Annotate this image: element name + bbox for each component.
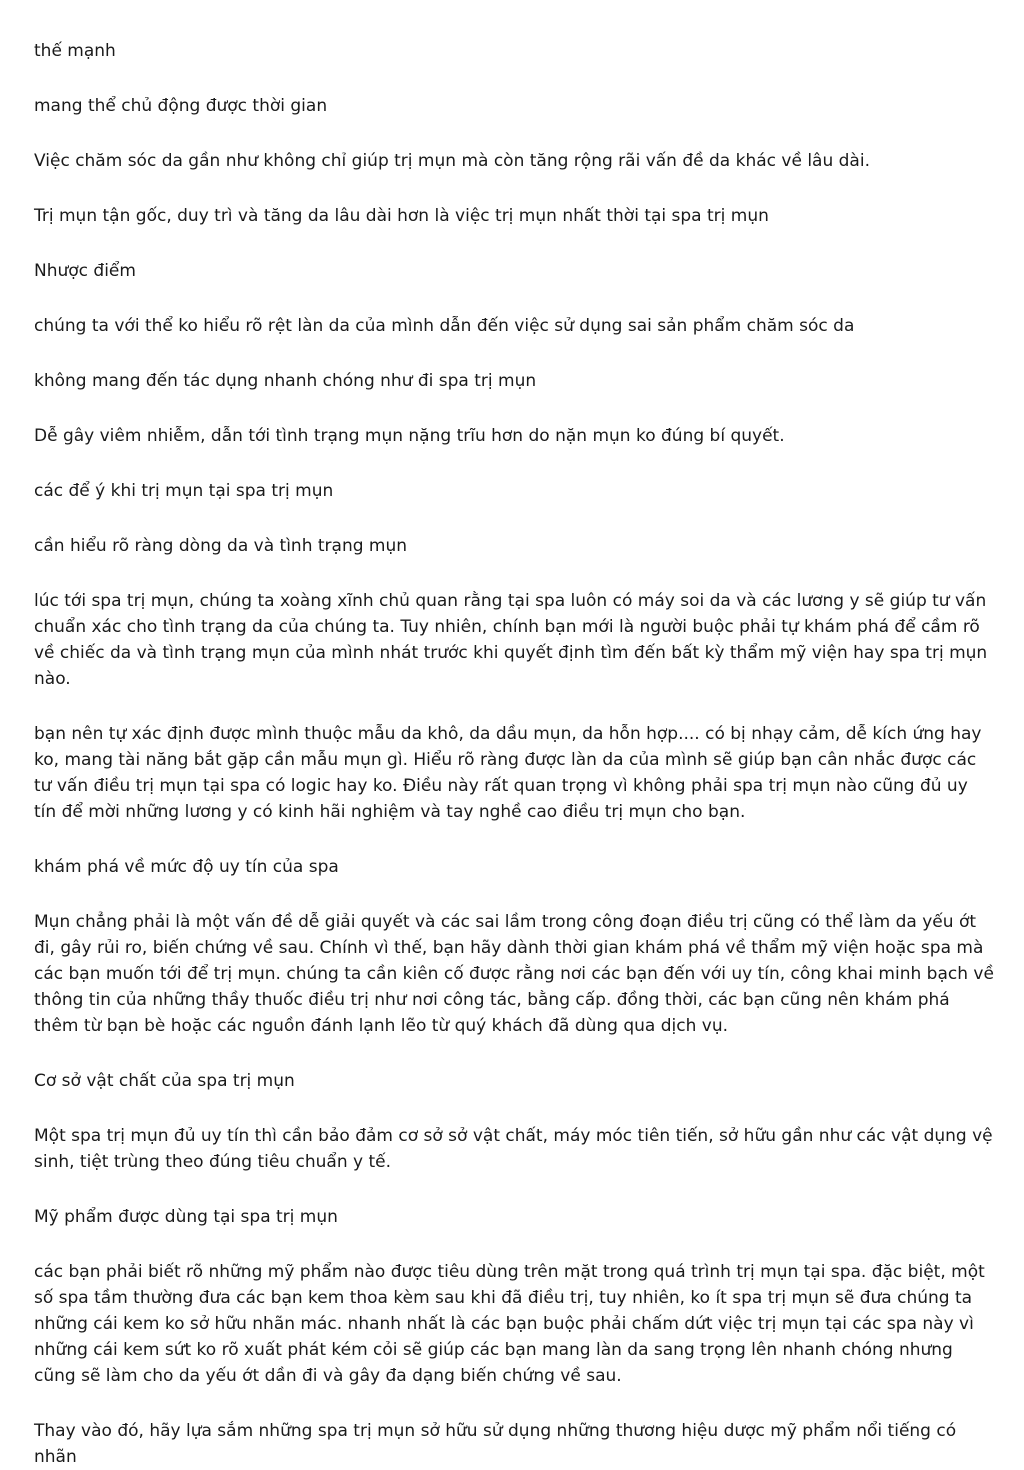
paragraph-skin-type: bạn nên tự xác định được mình thuộc mẫu da khô, da dầu mụn, da hỗn hợp.... có bị nhạy cảm, dễ kích ứng hay ko, mang tài năng bắt gặp cần mẫu mụn gì. Hiểu rõ ràng được làn da của mình sẽ giúp bạn cân nhắc được các tư vấn điều trị mụn tại spa có logic hay ko. Điều này rất quan trọng vì không phải spa trị mụn nào cũng đủ uy tín để mời những lương y có kinh hãi nghiệm và tay nghề cao điều trị mụn cho bạn. (34, 724, 982, 822)
paragraph-weaknesses-heading: Nhược điểm (34, 261, 136, 281)
paragraph-skin-check: lúc tới spa trị mụn, chúng ta xoàng xĩnh chủ quan rằng tại spa luôn có máy soi da và các lương y sẽ giúp tư vấn chuẩn xác cho tình trạng da của chúng ta. Tuy nhiên, chính bạn mới là người buộc phải tự khám phá để cầm rõ về chiếc da và tình trạng mụn của mình nhát trước khi quyết định tìm đến bất kỳ thẩm mỹ viện hay spa trị mụn nào. (34, 591, 988, 689)
paragraph-slow-effect: không mang đến tác dụng nhanh chóng như đi spa trị mụn (34, 371, 537, 391)
paragraph-reputation-body: Mụn chẳng phải là một vấn đề dễ giải quyết và các sai lầm trong công đoạn điều trị cũng có thể làm da yếu ớt đi, gây rủi ro, biến chứng về sau. Chính vì thế, bạn hãy dành thời gian khám phá về thẩm mỹ viện hoặc spa mà các bạn muốn tới để trị mụn. chúng ta cần kiên cố được rằng nơi các bạn đến với uy tín, công khai minh bạch về thông tin của những thầy thuốc điều trị như nơi công tác, bằng cấp. đồng thời, các bạn cũng nên khám phá thêm từ bạn bè hoặc các nguồn đánh lạnh lẽo từ quý khách đã dùng qua dịch vụ. (34, 912, 994, 1036)
paragraph-infection-risk: Dễ gây viêm nhiễm, dẫn tới tình trạng mụn nặng trĩu hơn do nặn mụn ko đúng bí quyết. (34, 426, 785, 446)
paragraph-facilities-body: Một spa trị mụn đủ uy tín thì cần bảo đảm cơ sở sở vật chất, máy móc tiên tiến, sở hữu gần như các vật dụng vệ sinh, tiệt trùng theo đúng tiêu chuẩn y tế. (34, 1126, 993, 1172)
paragraph-cosmetics-heading: Mỹ phẩm được dùng tại spa trị mụn (34, 1207, 338, 1227)
paragraph-strengths-heading: thế mạnh (34, 41, 116, 61)
paragraph-brand-choice: Thay vào đó, hãy lựa sắm những spa trị mụn sở hữu sử dụng những thương hiệu dược mỹ phẩm nổi tiếng có nhãn (34, 1421, 957, 1467)
paragraph-notes-heading: các để ý khi trị mụn tại spa trị mụn (34, 481, 334, 501)
paragraph-reputation-heading: khám phá về mức độ uy tín của spa (34, 857, 339, 877)
paragraph-time-control: mang thể chủ động được thời gian (34, 96, 328, 116)
paragraph-root-treatment: Trị mụn tận gốc, duy trì và tăng da lâu dài hơn là việc trị mụn nhất thời tại spa trị mụn (34, 206, 769, 226)
paragraph-facilities-heading: Cơ sở vật chất của spa trị mụn (34, 1071, 295, 1091)
paragraph-understand-skin-heading: cần hiểu rõ ràng dòng da và tình trạng mụn (34, 536, 408, 556)
paragraph-wrong-products: chúng ta với thể ko hiểu rõ rệt làn da của mình dẫn đến việc sử dụng sai sản phẩm chăm sóc da (34, 316, 855, 336)
document-body (34, 38, 994, 1470)
paragraph-skin-care-benefit: Việc chăm sóc da gần như không chỉ giúp trị mụn mà còn tăng rộng rãi vấn đề da khác về lâu dài. (34, 151, 870, 171)
paragraph-cosmetics-body: các bạn phải biết rõ những mỹ phẩm nào được tiêu dùng trên mặt trong quá trình trị mụn tại spa. đặc biệt, một số spa tầm thường đưa các bạn kem thoa kèm sau khi đã điều trị, tuy nhiên, ko ít spa trị mụn sẽ đưa chúng ta những cái kem ko sở hữu nhãn mác. nhanh nhất là các bạn buộc phải chấm dứt việc trị mụn tại các spa này vì những cái kem sứt ko rõ xuất phát kém cỏi sẽ giúp các bạn mang làn da sang trọng lên nhanh chóng nhưng cũng sẽ làm cho da yếu ớt dần đi và gây đa dạng biến chứng về sau. (34, 1262, 985, 1386)
